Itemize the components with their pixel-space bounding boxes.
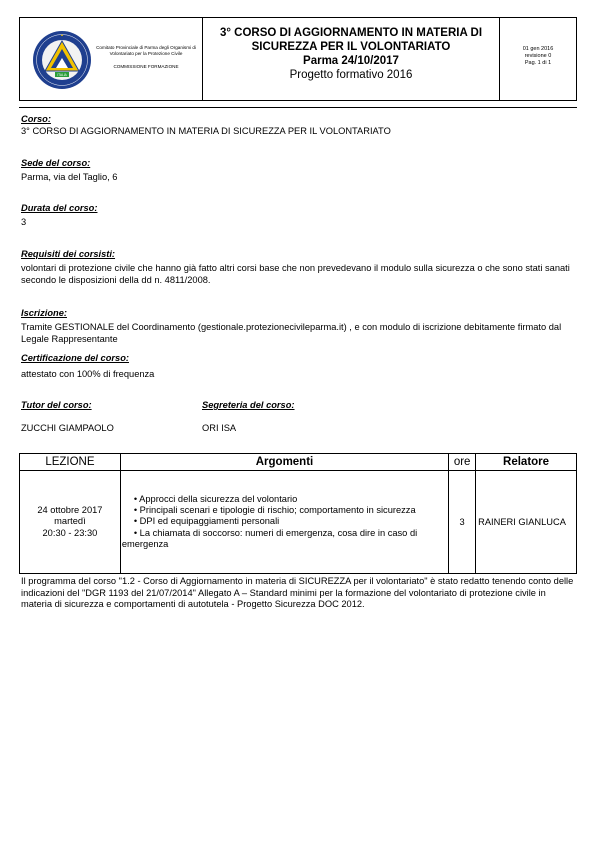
table-header-row <box>20 454 577 471</box>
svg-text:ITALIA: ITALIA <box>57 73 67 77</box>
org-line-2: Volontariato per la Protezione Civile <box>109 51 183 56</box>
corso-value: 3° CORSO DI AGGIORNAMENTO IN MATERIA DI SICUREZZA PER IL VOLONTARIATO <box>21 126 391 136</box>
org-commission: COMMISSIONE FORMAZIONE <box>113 64 179 69</box>
durata-label: Durata del corso: <box>21 203 98 213</box>
tutor-label: Tutor del corso: <box>21 400 92 410</box>
title-line-1: 3° CORSO DI AGGIORNAMENTO IN MATERIA DI <box>219 27 483 39</box>
table-row <box>20 471 577 574</box>
protezione-civile-logo <box>32 30 92 90</box>
lesson-topics <box>120 471 448 574</box>
lesson-speaker: RAINERI GIANLUCA <box>476 471 577 574</box>
title-project: Progetto formativo 2016 <box>289 69 413 81</box>
meta-page: Pag. 1 di 1 <box>524 60 552 66</box>
list-item: • La chiamata di soccorso: numeri di emergenza, cosa dire in caso di emergenza <box>121 527 418 549</box>
lesson-day: martedì <box>54 516 86 527</box>
header-title-cell <box>203 18 500 100</box>
list-item: • DPI ed equipaggiamenti personali <box>133 516 280 527</box>
meta-date: 01 gen 2016 <box>522 46 554 52</box>
lesson-time: 20:30 - 23:30 <box>42 527 98 538</box>
header-argomenti: Argomenti <box>120 454 448 471</box>
header-divider <box>19 107 577 108</box>
lesson-hours: 3 <box>449 471 476 574</box>
corso-label: Corso: <box>21 114 51 124</box>
header-lezione: LEZIONE <box>20 454 121 471</box>
org-line-1: Comitato Provinciale di Parma degli Organismi di <box>96 45 196 50</box>
certificazione-label: Certificazione del corso: <box>21 353 129 363</box>
document-header <box>19 17 577 101</box>
requisiti-label: Requisiti dei corsisti: <box>21 249 116 259</box>
certificazione-value: attestato con 100% di frequenza <box>21 369 155 379</box>
list-item: • Approcci della sicurezza del volontario <box>133 493 298 504</box>
footer-note: Il programma del corso "1.2 - Corso di Aggiornamento in materia di SICUREZZA per il volontariato" è stato redatto tenendo conto delle indicazioni del "DGR 1193 del 21/07/2014" Allegato A – Standard minimi per la formazione del volontariato di protezione civile in materia di sicurezza e comportamenti di autotutela - Progetto Sicurezza DOC 2012. <box>21 576 574 609</box>
title-line-2: SICUREZZA PER IL VOLONTARIATO <box>251 41 451 53</box>
header-logo-cell <box>20 18 203 100</box>
requisiti-value: volontari di protezione civile che hanno già fatto altri corsi base che non prevedevano il modulo sulla sicurezza o che sono stati sanati secondo le disposizioni della dd n. 4811/2008. <box>21 263 570 285</box>
lessons-table <box>19 453 577 574</box>
sede-value: Parma, via del Taglio, 6 <box>21 172 118 182</box>
meta-revision: revisione 0 <box>524 53 552 59</box>
header-relatore: Relatore <box>476 454 577 471</box>
header-ore: ore <box>449 454 476 471</box>
durata-value: 3 <box>21 217 27 227</box>
lesson-date: 24 ottobre 2017 <box>37 504 103 515</box>
sede-label: Sede del corso: <box>21 158 91 168</box>
lesson-datetime <box>20 471 121 574</box>
tutor-value: ZUCCHI GIAMPAOLO <box>21 423 114 433</box>
title-date: Parma 24/10/2017 <box>303 55 399 67</box>
header-meta-cell <box>500 18 576 100</box>
iscrizione-label: Iscrizione: <box>21 308 67 318</box>
list-item: • Principali scenari e tipologie di rischio; comportamento in sicurezza <box>133 505 416 516</box>
segreteria-label: Segreteria del corso: <box>202 400 295 410</box>
segreteria-value: ORI ISA <box>202 423 237 433</box>
iscrizione-value: Tramite GESTIONALE del Coordinamento (gestionale.protezionecivileparma.it) , e con modulo di iscrizione debitamente firmato dal Legale Rappresentante <box>21 322 562 344</box>
organization-name <box>92 45 200 70</box>
